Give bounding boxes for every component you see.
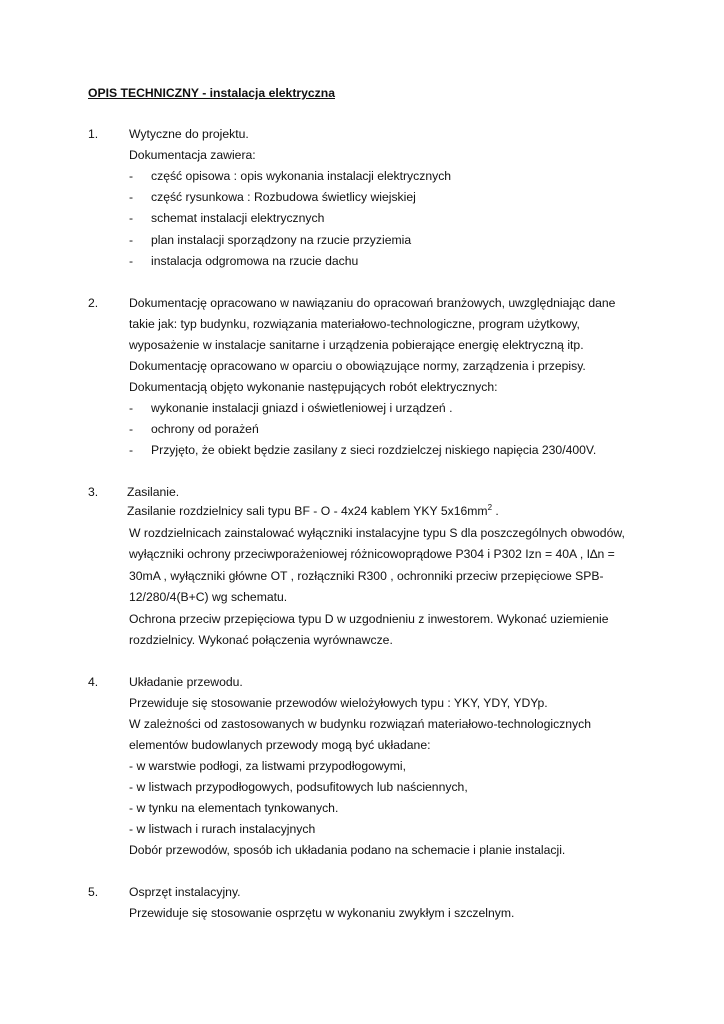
section-2-line: Dokumentację opracowano w nawiązaniu do opracowań branżowych, uwzględniając dane [129,296,616,310]
bullet-dash: - [129,190,134,204]
section-5-line: Przewiduje się stosowanie osprzętu w wykonaniu zwykłym i szczelnym. [129,906,515,920]
bullet-dash: - [129,211,134,225]
section-2-line: wyposażenie w instalacje sanitarne i urządzenia pobierające energię elektryczną itp. [129,338,584,352]
section-2-bullet: ochrony od porażeń [151,422,259,436]
section-3-line: W rozdzielnicach zainstalować wyłączniki instalacyjne typu S dla poszczególnych obwodów, [129,526,625,540]
bullet-dash: - [129,233,134,247]
bullet-dash: - [129,254,134,268]
section-5-number: 5. [88,885,99,899]
section-3-line: Ochrona przeciw przepięciowa typu D w uzgodnieniu z inwestorem. Wykonać uziemienie [129,612,609,626]
section-2-number: 2. [88,296,99,310]
section-2-bullet: wykonanie instalacji gniazd i oświetleniowej i urządzeń . [151,401,453,415]
section-4-line: Dobór przewodów, sposób ich układania podano na schemacie i planie instalacji. [129,843,566,857]
bullet-dash: - [129,422,134,436]
supply-text: Zasilanie rozdzielnicy sali typu BF - O - 4x24 kablem YKY 5x16mm [127,504,488,518]
section-3-line: 12/280/4(B+C) wg schematu. [129,590,288,604]
section-3-line: wyłączniki ochrony przeciwporażeniowej różnicowoprądowe P304 i P302 Izn = 40A , I∆n = [129,547,615,561]
section-3-heading: Zasilanie. [127,485,180,499]
section-1-intro: Dokumentacja zawiera: [129,148,256,162]
section-4-line: Przewiduje się stosowanie przewodów wielożyłowych typu : YKY, YDY, YDYp. [129,696,548,710]
section-4-line: - w tynku na elementach tynkowanych. [129,801,339,815]
section-1-bullet: część opisowa : opis wykonania instalacji elektrycznych [151,169,452,183]
bullet-dash: - [129,169,134,183]
section-3-supply-line [127,504,499,518]
section-4-line: elementów budowlanych przewody mogą być układane: [129,738,431,752]
section-2-line: Dokumentację opracowano w oparciu o obowiązujące normy, zarządzenia i przepisy. [129,359,586,373]
section-3-number: 3. [88,485,99,499]
bullet-dash: - [129,443,134,457]
section-1-number: 1. [88,127,99,141]
bullet-dash: - [129,401,134,415]
supply-superscript: 2 [487,502,493,512]
section-1-heading: Wytyczne do projektu. [129,127,249,141]
section-4-line: Układanie przewodu. [129,675,243,689]
section-4-line: - w listwach przypodłogowych, podsufitowych lub naściennych, [129,780,468,794]
section-2-line: Dokumentacją objęto wykonanie następujących robót elektrycznych: [129,380,498,394]
section-1-bullet: część rysunkowa : Rozbudowa świetlicy wiejskiej [151,190,416,204]
section-1-bullet: schemat instalacji elektrycznych [151,211,325,225]
section-2-line: takie jak: typ budynku, rozwiązania materiałowo-technologiczne, program użytkowy, [129,317,580,331]
section-4-line: W zależności od zastosowanych w budynku rozwiązań materiałowo-technologicznych [129,717,591,731]
section-1-bullet: plan instalacji sporządzony na rzucie przyziemia [151,233,412,247]
section-5-line: Osprzęt instalacyjny. [129,885,241,899]
section-4-line: - w listwach i rurach instalacyjnych [129,822,316,836]
section-3-line: 30mA , wyłączniki główne OT , rozłączniki R300 , ochronniki przeciw przepięciowe SPB- [129,569,604,583]
section-4-number: 4. [88,675,99,689]
section-4-line: - w warstwie podłogi, za listwami przypodłogowymi, [129,759,407,773]
section-1-bullet: instalacja odgromowa na rzucie dachu [151,254,359,268]
supply-end: . [492,504,499,518]
section-3-line: rozdzielnicy. Wykonać połączenia wyrównawcze. [129,633,393,647]
document-title: OPIS TECHNICZNY - instalacja elektryczna [88,86,335,100]
section-2-bullet: Przyjęto, że obiekt będzie zasilany z sieci rozdzielczej niskiego napięcia 230/400V. [151,443,597,457]
